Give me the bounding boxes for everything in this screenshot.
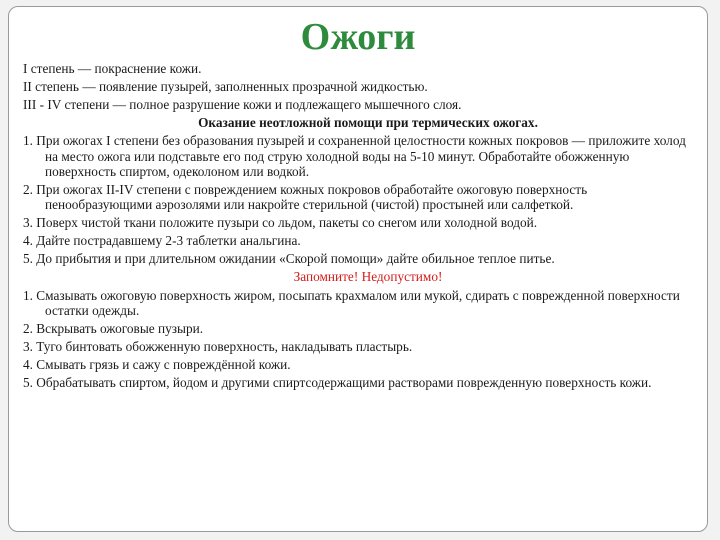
degree-2: II степень — появление пузырей, заполненных прозрачной жидкостью. — [23, 79, 428, 95]
first-aid-step-1: 1. При ожогах I степени без образования пузырей и сохраненной целостности кожных покровов — приложите холод на место ожога или подставьте его под струю холодной воды на 5-10 минут. Обработайте обожженную поверхность спиртом, одеколоном или водкой. — [23, 133, 686, 179]
warning-heading: Запомните! Недопустимо! — [293, 269, 443, 285]
first-aid-step-2: 2. При ожогах II-IV степени с повреждением кожных покровов обработайте ожоговую поверхность пенообразующими аэрозолями или накройте стерильной (чистой) простыней или салфеткой. — [23, 181, 588, 213]
slide-title: Ожоги — [300, 16, 416, 58]
slide-frame — [8, 6, 708, 532]
prohibited-5: 5. Обрабатывать спиртом, йодом и другими спиртсодержащими растворами поврежденную поверхность кожи. — [23, 375, 652, 391]
slide-content — [23, 61, 695, 393]
prohibited-1: 1. Смазывать ожоговую поверхность жиром, посыпать крахмалом или мукой, сдирать с поврежденной поверхности остатки одежды. — [23, 287, 680, 318]
prohibited-4: 4. Смывать грязь и сажу с повреждённой кожи. — [23, 357, 291, 373]
first-aid-step-5: 5. До прибытия и при длительном ожидании «Скорой помощи» дайте обильное теплое питье. — [23, 251, 555, 267]
degree-3-4: III - IV степени — полное разрушение кожи и подлежащего мышечного слоя. — [23, 97, 462, 113]
first-aid-heading: Оказание неотложной помощи при термических ожогах. — [198, 115, 538, 131]
prohibited-2: 2. Вскрывать ожоговые пузыри. — [23, 320, 204, 336]
prohibited-3: 3. Туго бинтовать обожженную поверхность, накладывать пластырь. — [23, 338, 413, 354]
first-aid-step-3: 3. Поверх чистой ткани положите пузыри со льдом, пакеты со снегом или холодной водой. — [23, 215, 538, 231]
degree-1: I степень — покраснение кожи. — [23, 61, 202, 76]
first-aid-step-4: 4. Дайте пострадавшему 2-3 таблетки анальгина. — [23, 233, 301, 249]
